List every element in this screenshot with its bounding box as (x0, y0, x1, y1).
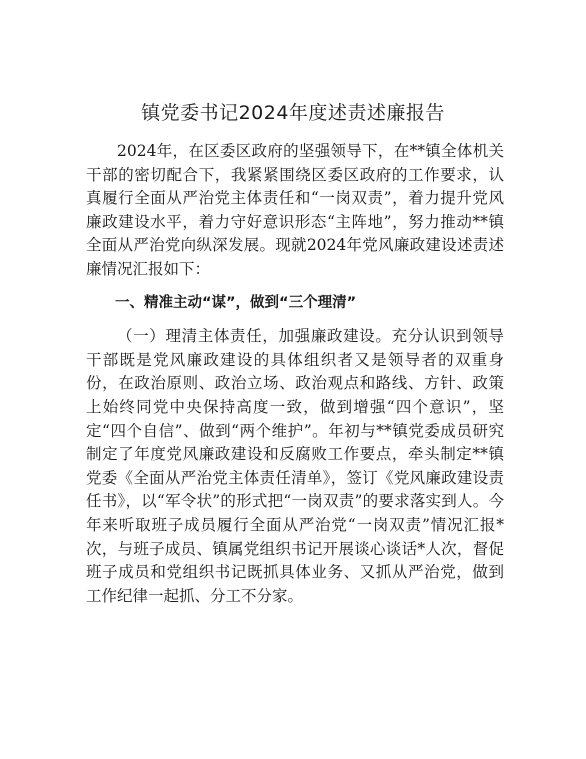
document-title: 镇党委书记2024年度述责述廉报告 (141, 102, 445, 124)
intro-paragraph: 2024年，在区委区政府的坚强领导下，在**镇全体机关干部的密切配合下，我紧紧围绕区委区政府的工作要求，认真履行全面从严治党主体责任和“一岗双责”，着力提升党风廉政建设水平，着力守好意识形态“主阵地”，努力推动**镇全面从严治党向纵深发展。现就2024年党风廉政建设述责述廉情况汇报如下： (86, 142, 504, 278)
section-heading: 一、精准主动“谋”，做到“三个理清” (115, 294, 357, 311)
document-body (86, 140, 504, 618)
section-paragraph: （一）理清主体责任，加强廉政建设。充分认识到领导干部既是党风廉政建设的具体组织者又是领导者的双重身份，在政治原则、政治立场、政治观点和路线、方针、政策上始终同党中央保持高度一致，做到增强“四个意识”，坚定“四个自信”、做到“两个维护”。年初与**镇党委成员研究制定了年度党风廉政建设和反腐败工作要点，牵头制定**镇党委《全面从严治党主体责任清单》，签订《党风廉政建设责任书》，以“军令状”的形式把“一岗双责”的要求落实到人。今年来听取班子成员履行全面从严治党“一岗双责”情况汇报*次，与班子成员、镇属党组织书记开展谈心谈话*人次，督促班子成员和党组织书记既抓具体业务、又抓从严治党，做到工作纪律一起抓、分工不分家。 (86, 327, 504, 605)
